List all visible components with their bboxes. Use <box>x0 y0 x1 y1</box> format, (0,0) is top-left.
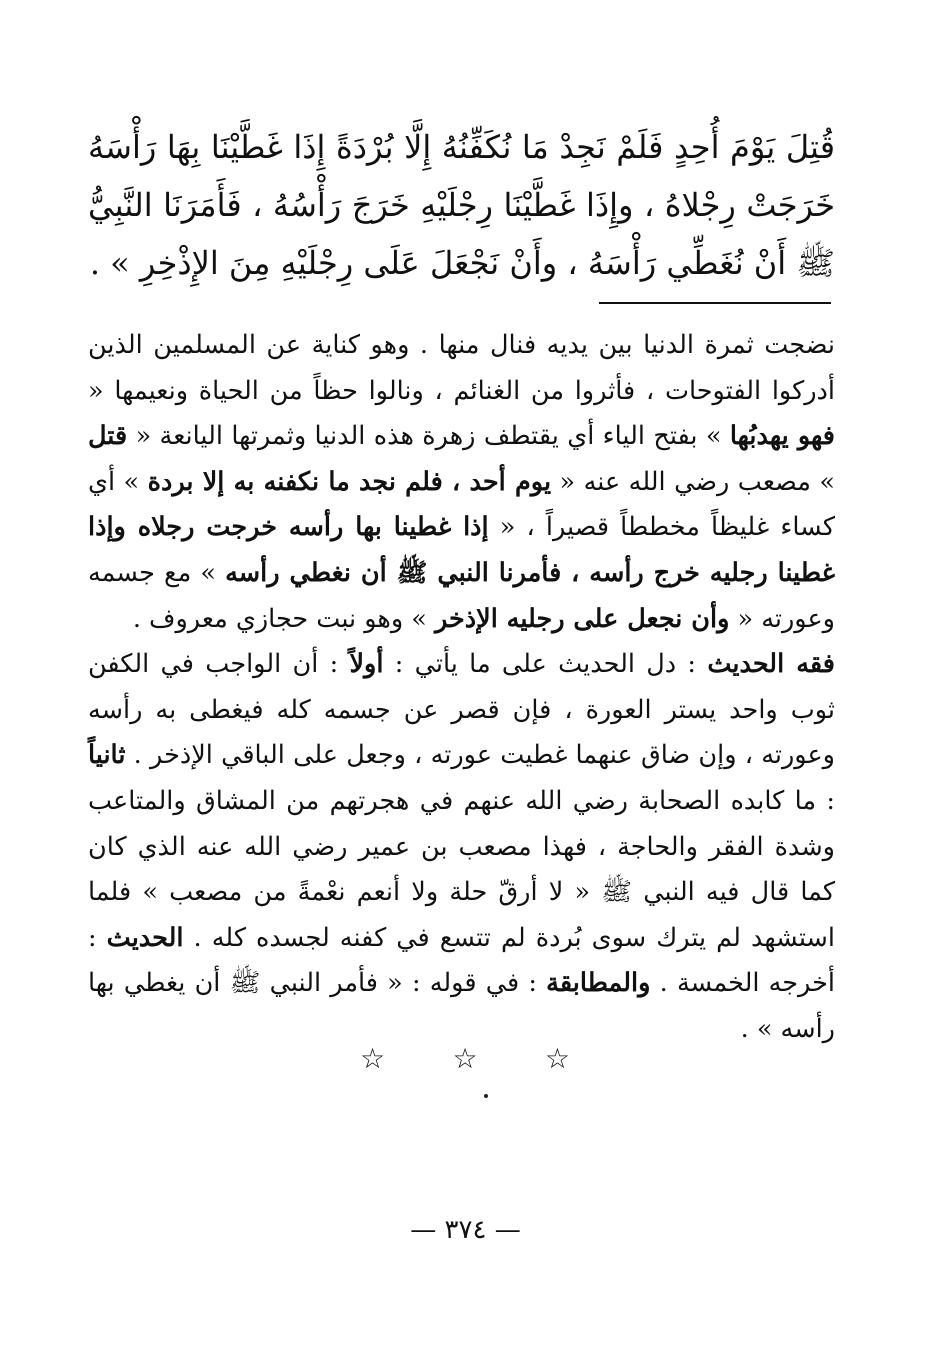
section-heading-fiqh: فقه الحديث <box>707 649 835 680</box>
section-heading-correspondence: والمطابقة <box>546 968 651 999</box>
commentary-text: » مصعب رضي الله عنه « <box>551 466 835 497</box>
footnote-divider <box>599 302 831 304</box>
commentary-bold-term: يوم أحد ، فلم نجد ما نكفنه به إلا بردة <box>147 466 552 497</box>
commentary-text: » أي كساء غليظاً مخططاً قصيراً ، « <box>88 466 836 543</box>
commentary-text: نضجت ثمرة الدنيا بين يديه فنال منها . وهو كناية عن المسلمين الذين أدركوا الفتوحات ، فأثروا من الغنائم ، ونالوا حظاً من الحياة ونعيمها « <box>88 330 835 406</box>
commentary-bold-term: فهو يهدبُها <box>729 421 835 452</box>
commentary-text: » وهو نبت حجازي معروف . <box>132 603 435 634</box>
point-label-first: أولاً <box>349 649 384 680</box>
commentary <box>88 323 835 1053</box>
commentary-bold-term: إذا غطينا بها رأسه خرجت رجلاه وإذا غطينا رجليه خرج رأسه ، فأمرنا النبي ﷺ أن نغطي رأسه <box>88 512 835 588</box>
star-icon: ☆ <box>360 1042 386 1075</box>
commentary-text: : دل الحديث على ما يأتي : <box>383 649 708 680</box>
section-heading-hadith: الحديث <box>106 922 184 953</box>
commentary-text: : أن الواجب في الكفن ثوب واحد يستر العورة ، فإن قصر عن جسمه كله فيغطى به رأسه وعورته ، وإن ضاق عنهما غطيت عورته ، وجعل على الباقي الإذخر . <box>88 649 835 771</box>
section-separator <box>360 1042 570 1076</box>
ink-dot <box>484 1094 488 1098</box>
commentary-text: : في قوله : « فأمر النبي ﷺ أن يغطي بها رأسه » . <box>88 968 835 1044</box>
commentary-paragraph-fiqh <box>88 642 835 1052</box>
commentary-text: : ما كابده الصحابة رضي الله عنهم في هجرتهم من المشاق والمتاعب وشدة الفقر والحاجة ، فهذا مصعب بن عمير رضي الله عنه الذي كان كما قال فيه النبي ﷺ « لا أرقّ حلة ولا أنعم نعْمةً من مصعب » فلما استشهد لم يترك سوى بُردة لم تتسع في كفنه لجسده كله . <box>88 785 835 953</box>
commentary-bold-term: قتل <box>88 421 128 452</box>
star-icon: ☆ <box>544 1042 570 1075</box>
commentary-text: » بفتح الياء أي يقتطف زهرة هذه الدنيا وثمرتها اليانعة « <box>127 421 730 452</box>
point-label-second: ثانياً <box>88 740 126 771</box>
commentary-bold-term: وأن نجعل على رجليه الإذخر <box>434 603 730 634</box>
hadith-text: قُتِلَ يَوْمَ أُحِدٍ فَلَمْ نَجِدْ مَا نُكَفِّنُهُ إِلَّا بُرْدَةً إِذَا غَطَّيْنَا بِهَا رَأْسَهُ خَرَجَتْ رِجْلاهُ ، وإِذَا غَطَّيْنَا رِجْلَيْهِ خَرَجَ رَأْسُهُ ، فَأَمَرَنَا النَّبِيُّ ﷺ أَنْ نُغَطِّي رَأْسَهُ ، وأَنْ نَجْعَلَ عَلَى رِجْلَيْهِ مِنَ الإِذْخِرِ » . <box>88 128 835 282</box>
page-number: — ٣٧٤ — <box>410 1215 521 1245</box>
star-icon: ☆ <box>452 1042 478 1075</box>
commentary-text: » مع جسمه وعورته « <box>88 557 835 634</box>
commentary-text: : أخرجه الخمسة . <box>88 922 835 999</box>
commentary-paragraph-vocabulary <box>88 323 835 642</box>
